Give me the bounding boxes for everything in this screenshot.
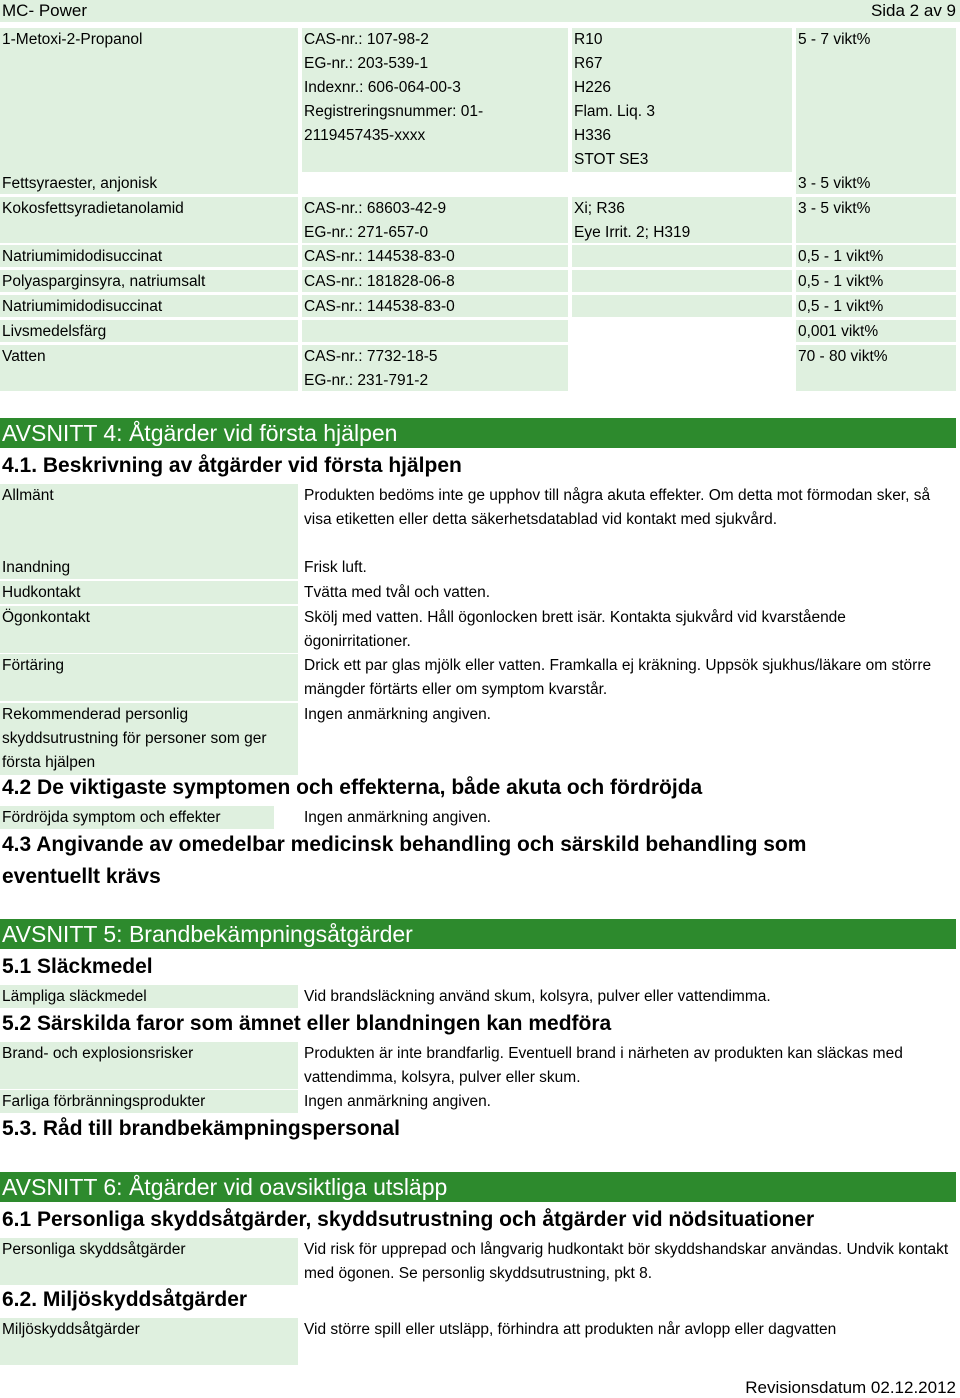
- field-value: Tvätta med tvål och vatten.: [304, 584, 491, 601]
- section-5-heading: AVSNITT 5: Brandbekämpningsåtgärder: [0, 919, 956, 949]
- composition-row: [0, 270, 960, 294]
- subsection-6-2-heading: 6.2. Miljöskyddsåtgärder: [2, 1288, 248, 1311]
- composition-row: [0, 245, 960, 269]
- component-classification: R10 R67 H226 Flam. Liq. 3 H336 STOT SE3: [572, 28, 792, 172]
- component-name: Fettsyraester, anjonisk: [0, 172, 298, 194]
- first-aid-ppe-row: [0, 703, 960, 775]
- composition-row: [0, 28, 960, 172]
- environmental-precautions-row: [0, 1318, 960, 1366]
- component-concentration: 5 - 7 vikt%: [796, 28, 956, 172]
- field-label: Fördröjda symptom och effekter: [0, 806, 274, 829]
- field-label: Brand- och explosionsrisker: [0, 1042, 298, 1089]
- component-ids: CAS-nr.: 7732-18-5 EG-nr.: 231-791-2: [302, 345, 568, 391]
- component-ids: CAS-nr.: 144538-83-0: [302, 295, 568, 317]
- subsection-4-1-heading: 4.1. Beskrivning av åtgärder vid första hjälpen: [2, 454, 462, 477]
- field-value: Frisk luft.: [304, 559, 367, 576]
- field-label: Rekommenderad personlig skyddsutrustning för personer som ger första hjälpen: [0, 703, 298, 775]
- component-ids: CAS-nr.: 144538-83-0: [302, 245, 568, 267]
- field-value: Produkten bedöms inte ge upphov till några akuta effekter. Om detta mot förmodan sker, så visa etiketten eller detta säkerhetsdatablad vid kontakt med sjukvård.: [304, 487, 931, 528]
- component-concentration: 70 - 80 vikt%: [796, 345, 956, 391]
- field-value: Vid risk för upprepad och långvarig hudkontakt bör skyddshandskar användas. Undvik kontakt med ögonen. Se personlig skyddsutrustning, pkt 8.: [304, 1241, 949, 1282]
- field-value: Ingen anmärkning angiven.: [304, 706, 491, 723]
- first-aid-eye-row: [0, 606, 960, 654]
- composition-row: [0, 345, 960, 393]
- component-classification: [572, 245, 792, 267]
- field-label: Ögonkontakt: [0, 606, 298, 653]
- component-concentration: 3 - 5 vikt%: [796, 172, 956, 194]
- subsection-6-1-heading: 6.1 Personliga skyddsåtgärder, skyddsutrustning och åtgärder vid nödsituationer: [2, 1208, 815, 1231]
- field-value: Drick ett par glas mjölk eller vatten. Framkalla ej kräkning. Uppsök sjukhus/läkare om större mängder förtärts eller om symptom kvarstår.: [304, 657, 932, 698]
- fire-explosion-risk-row: [0, 1042, 960, 1090]
- component-concentration: 0,5 - 1 vikt%: [796, 270, 956, 292]
- revision-date: Revisionsdatum 02.12.2012: [745, 1378, 956, 1397]
- first-aid-ingestion-row: [0, 654, 960, 702]
- component-name: Natriumimidodisuccinat: [0, 245, 298, 267]
- subsection-5-1-heading: 5.1 Släckmedel: [2, 955, 153, 978]
- component-classification: [572, 295, 792, 317]
- document-title: MC- Power: [2, 1, 88, 20]
- field-value: Vid brandsläckning använd skum, kolsyra, pulver eller vattendimma.: [304, 988, 771, 1005]
- field-label: Förtäring: [0, 654, 298, 701]
- subsection-5-2-heading: 5.2 Särskilda faror som ämnet eller blandningen kan medföra: [2, 1012, 612, 1035]
- component-name: Vatten: [0, 345, 298, 391]
- component-name: Natriumimidodisuccinat: [0, 295, 298, 317]
- personal-precautions-row: [0, 1238, 960, 1286]
- composition-row: [0, 172, 960, 196]
- component-concentration: 0,001 vikt%: [796, 320, 956, 342]
- first-aid-inhalation-row: [0, 556, 960, 580]
- subsection-5-3-heading: 5.3. Råd till brandbekämpningspersonal: [2, 1117, 400, 1140]
- component-ids: CAS-nr.: 68603-42-9 EG-nr.: 271-657-0: [302, 197, 568, 243]
- first-aid-skin-row: [0, 581, 960, 605]
- field-label: Hudkontakt: [0, 581, 298, 604]
- section-6-heading: AVSNITT 6: Åtgärder vid oavsiktliga utsläpp: [0, 1172, 956, 1202]
- field-label: Lämpliga släckmedel: [0, 985, 298, 1008]
- field-label: Inandning: [0, 556, 298, 579]
- page-header: [0, 0, 960, 22]
- component-name: 1-Metoxi-2-Propanol: [0, 28, 298, 172]
- first-aid-general-row: [0, 484, 960, 556]
- component-ids: CAS-nr.: 181828-06-8: [302, 270, 568, 292]
- field-value: Skölj med vatten. Håll ögonlocken brett isär. Kontakta sjukvård vid kvarstående ögonirritationer.: [304, 609, 846, 650]
- delayed-symptoms-row: [0, 806, 960, 830]
- subsection-4-3-heading: 4.3 Angivande av omedelbar medicinsk behandling och särskild behandling som eventuellt krävs: [2, 833, 807, 888]
- field-value: Produkten är inte brandfarlig. Eventuell brand i närheten av produkten kan släckas med vattendimma, kolsyra, pulver eller skum.: [304, 1045, 903, 1086]
- composition-row: [0, 320, 960, 344]
- component-classification: Xi; R36 Eye Irrit. 2; H319: [572, 197, 792, 243]
- component-name: Livsmedelsfärg: [0, 320, 298, 342]
- field-label: Farliga förbränningsprodukter: [0, 1090, 298, 1113]
- composition-row: [0, 295, 960, 319]
- component-name: Kokosfettsyradietanolamid: [0, 197, 298, 243]
- composition-row: [0, 197, 960, 245]
- component-ids: [302, 320, 568, 342]
- component-concentration: 0,5 - 1 vikt%: [796, 245, 956, 267]
- field-label: Personliga skyddsåtgärder: [0, 1238, 298, 1285]
- field-value: Ingen anmärkning angiven.: [304, 809, 491, 826]
- section-4-heading: AVSNITT 4: Åtgärder vid första hjälpen: [0, 418, 956, 448]
- field-value: Vid större spill eller utsläpp, förhindra att produkten når avlopp eller dagvatten: [304, 1321, 837, 1338]
- page-number: Sida 2 av 9: [870, 1, 956, 20]
- field-label: Miljöskyddsåtgärder: [0, 1318, 298, 1365]
- component-concentration: 3 - 5 vikt%: [796, 197, 956, 243]
- component-name: Polyasparginsyra, natriumsalt: [0, 270, 298, 292]
- component-ids: CAS-nr.: 107-98-2 EG-nr.: 203-539-1 Indexnr.: 606-064-00-3 Registreringsnummer: 01- 2119457435-xxxx: [302, 28, 568, 172]
- field-label: Allmänt: [0, 484, 298, 556]
- field-value: Ingen anmärkning angiven.: [304, 1093, 491, 1110]
- component-classification: [572, 270, 792, 292]
- combustion-products-row: [0, 1090, 960, 1114]
- extinguishing-media-row: [0, 985, 960, 1009]
- subsection-4-2-heading: 4.2 De viktigaste symptomen och effekterna, både akuta och fördröjda: [2, 776, 703, 799]
- component-concentration: 0,5 - 1 vikt%: [796, 295, 956, 317]
